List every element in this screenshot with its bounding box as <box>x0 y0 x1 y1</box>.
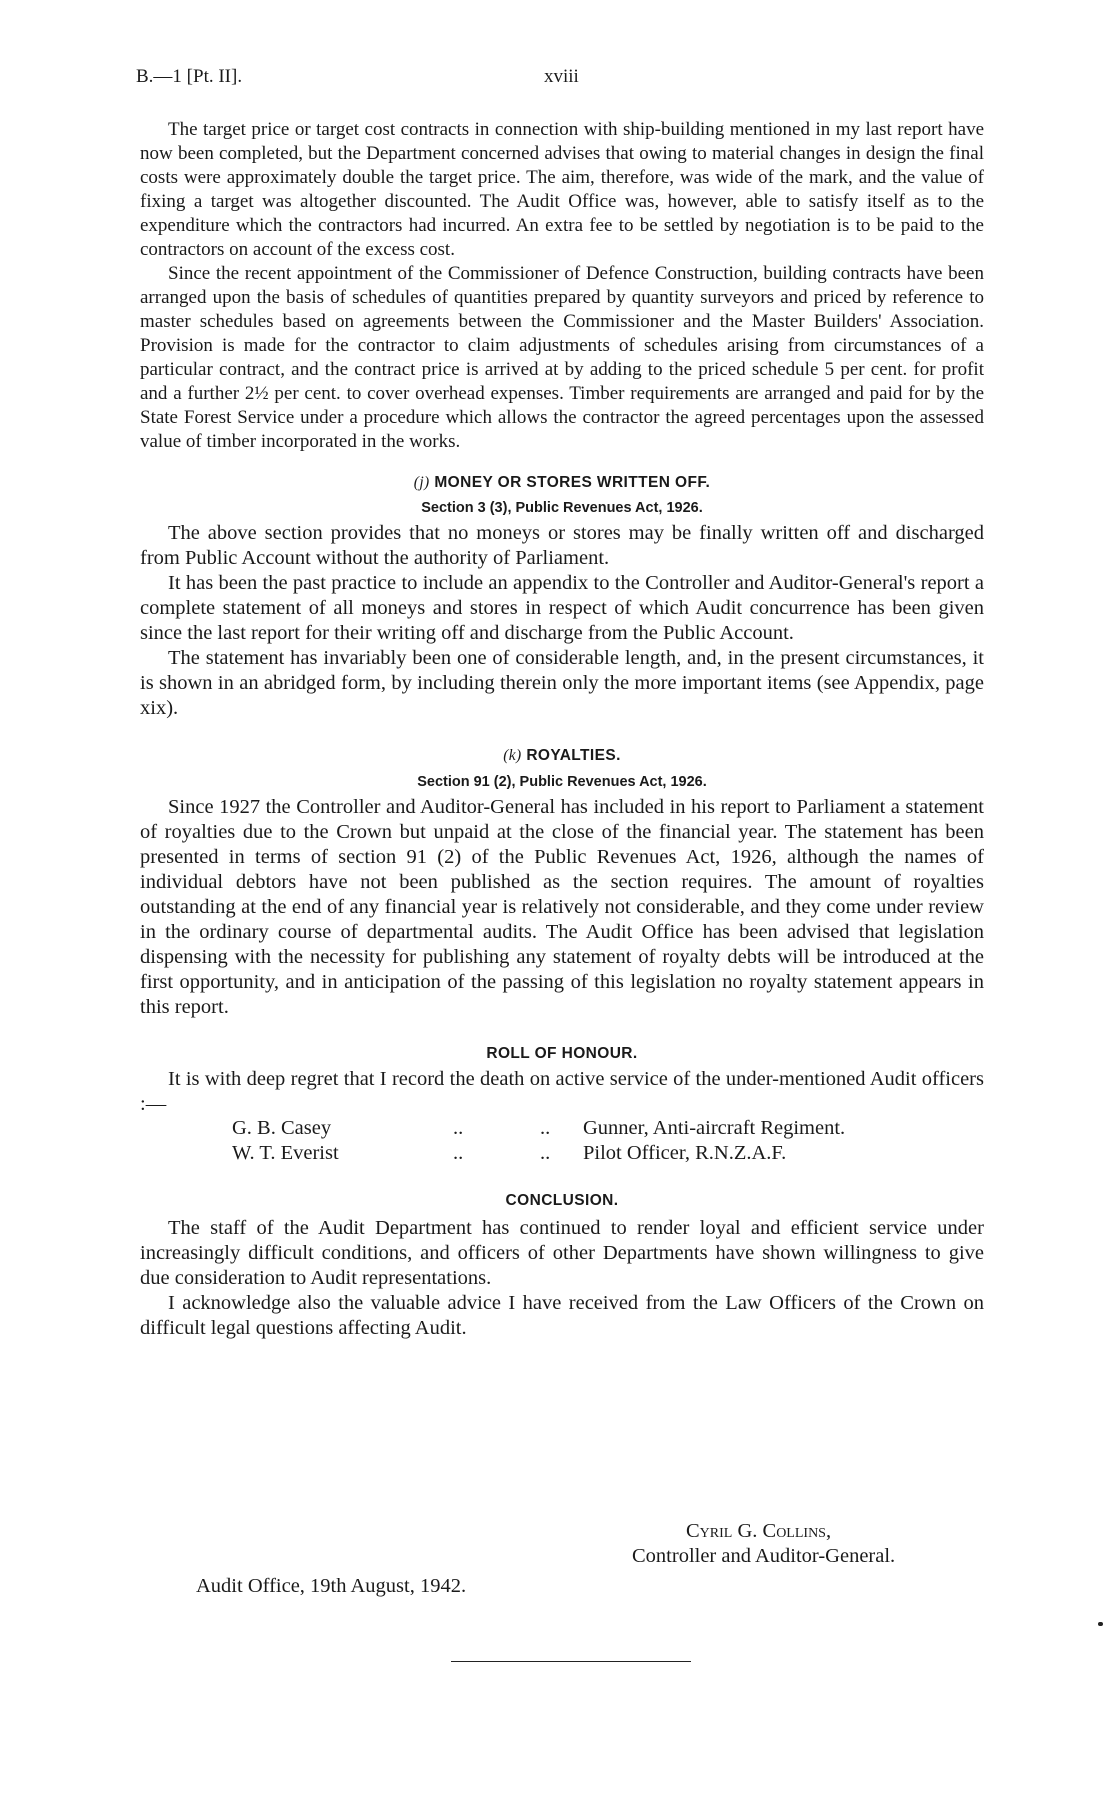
conclusion-paragraph-2: I acknowledge also the valuable advice I have received from the Law Officers of the Crown on difficult legal questions affecting Audit. <box>140 1292 984 1339</box>
signatory-title: Controller and Auditor-General. <box>632 1545 896 1567</box>
place-and-date: Audit Office, 19th August, 1942. <box>196 1575 467 1597</box>
signatory-name: Cyril G. Collins, <box>686 1520 832 1542</box>
ship-building-paragraph: The target price or target cost contracts in connection with ship-building mentioned in my last report have now been completed, but the Department concerned advises that owing to material changes in design the final costs were approximately double the target price. The aim, therefore, was wide of the mark, and the value of fixing a target was altogether discounted. The Audit Office was, however, able to satisfy itself as to the expenditure which the contractors had incurred. An extra fee to be settled by negotiation is to be paid to the contractors on account of the excess cost. <box>140 119 984 260</box>
leader-dots: .. <box>540 1117 551 1139</box>
closing-rule <box>451 1661 691 1662</box>
section-k-title: ROYALTIES. <box>526 747 621 764</box>
officer-role: Pilot Officer, R.N.Z.A.F. <box>583 1142 787 1164</box>
section-k-heading <box>140 747 984 765</box>
stray-mark <box>1098 1622 1103 1626</box>
section-j-paragraph-2: It has been the past practice to include an appendix to the Controller and Auditor-General's report a complete statement of all moneys and stores in respect of which Audit concurrence has been given since the last report for their writing off and discharge from the Public Account. <box>140 572 984 644</box>
roll-of-honour-list <box>140 1117 984 1167</box>
section-j-paragraph-1: The above section provides that no moneys or stores may be finally written off and discharged from Public Account without the authority of Parliament. <box>140 522 984 569</box>
roll-of-honour-intro: It is with deep regret that I record the death on active service of the under-mentioned Audit officers :— <box>140 1068 984 1115</box>
section-j-paragraph-3: The statement has invariably been one of considerable length, and, in the present circumstances, it is shown in an abridged form, by including therein only the more important items (see Appendix, page xix). <box>140 647 984 719</box>
roll-of-honour-heading: ROLL OF HONOUR. <box>486 1045 638 1062</box>
page-header <box>136 66 986 92</box>
officer-name: W. T. Everist <box>232 1142 339 1164</box>
section-k-paragraph: Since 1927 the Controller and Auditor-General has included in his report to Parliament a statement of royalties due to the Crown but unpaid at the close of the financial year. The statement has been presented in terms of section 91 (2) of the Public Revenues Act, 1926, although the names of individual debtors have not been published as the section requires. The amount of royalties outstanding at the end of any financial year is relatively not considerable, and they come under review in the ordinary course of departmental audits. The Audit Office has been advised that legislation dispensing with the necessity for publishing any statement of royalty debts will be introduced at the first opportunity, and in anticipation of the passing of this legislation no royalty statement appears in this report. <box>140 796 984 1018</box>
leader-dots: .. <box>540 1142 551 1164</box>
officer-role: Gunner, Anti-aircraft Regiment. <box>583 1117 846 1139</box>
document-reference: B.—1 [Pt. II]. <box>136 66 243 87</box>
leader-dots: .. <box>453 1142 464 1164</box>
section-k-letter: (k) <box>503 747 522 764</box>
section-j-title: MONEY OR STORES WRITTEN OFF. <box>434 474 711 491</box>
section-j-subtitle: Section 3 (3), Public Revenues Act, 1926. <box>421 500 703 516</box>
officer-row <box>140 1117 984 1142</box>
page-number: xviii <box>544 66 579 87</box>
officer-row <box>140 1142 984 1167</box>
section-j-heading <box>140 474 984 492</box>
defence-construction-paragraph: Since the recent appointment of the Commissioner of Defence Construction, building contracts have been arranged upon the basis of schedules of quantities prepared by quantity surveyors and priced by reference to master schedules based on agreements between the Commissioner and the Master Builders' Association. Provision is made for the contractor to claim adjustments of schedules arising from circumstances of a particular contract, and the contract price is arrived at by adding to the priced schedule 5 per cent. for profit and a further 2½ per cent. to cover overhead expenses. Timber requirements are arranged and paid for by the State Forest Service under a procedure which allows the contractor the agreed percentages upon the assessed value of timber incorporated in the works. <box>140 263 984 452</box>
section-k-subtitle: Section 91 (2), Public Revenues Act, 1926. <box>417 774 707 790</box>
conclusion-heading: CONCLUSION. <box>505 1192 619 1209</box>
section-j-letter: (j) <box>413 474 430 491</box>
conclusion-paragraph-1: The staff of the Audit Department has continued to render loyal and efficient service under increasingly difficult conditions, and officers of other Departments have shown willingness to give due consideration to Audit representations. <box>140 1217 984 1289</box>
leader-dots: .. <box>453 1117 464 1139</box>
page-body <box>140 118 984 1341</box>
officer-name: G. B. Casey <box>232 1117 332 1139</box>
